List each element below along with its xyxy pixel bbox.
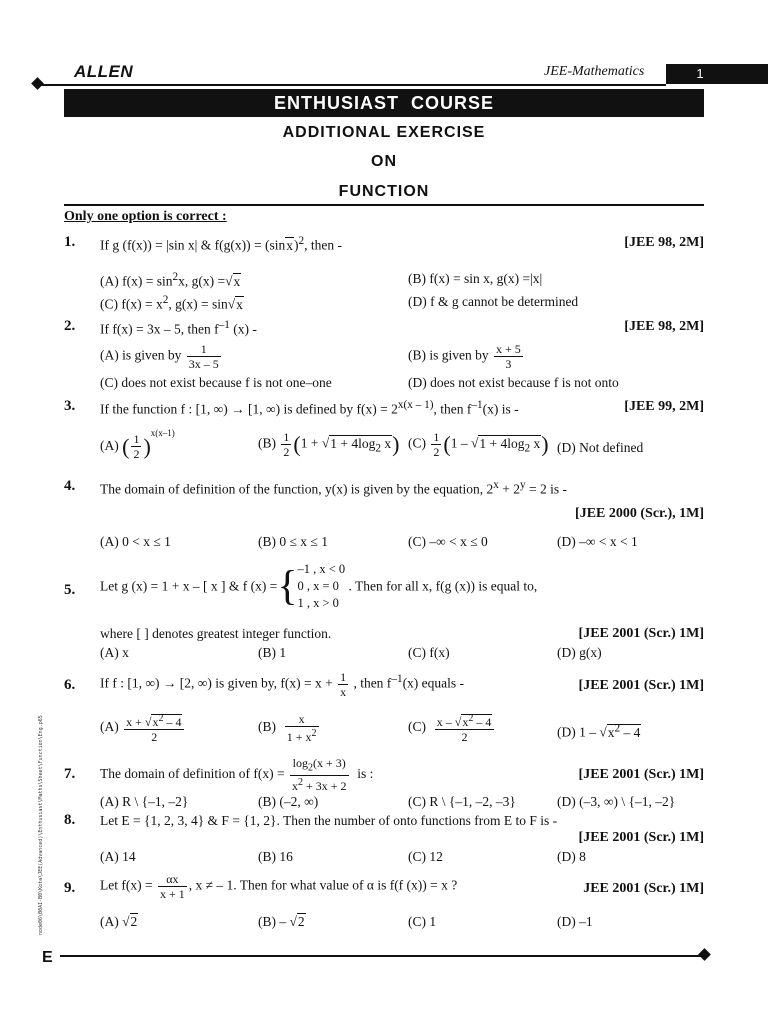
exam-reference: [JEE 2001 (Scr.) 1M]	[578, 626, 704, 641]
option-d: (D) g(x)	[557, 645, 602, 660]
exam-reference: JEE 2001 (Scr.) 1M]	[583, 881, 704, 896]
option-d: (D) –1	[557, 914, 593, 929]
header-diamond-icon	[31, 77, 44, 90]
question-text: The domain of definition of the function, y(x) is given by the equation, $2^x + 2^y = 2$ is -	[100, 479, 568, 497]
exam-reference: [JEE 98, 2M]	[624, 235, 704, 250]
option-c: (C) $f(x) = x^2$, g(x) = sin√x	[100, 294, 243, 312]
option-b: (B) (–2, ∞)	[258, 794, 319, 809]
title-rule	[64, 204, 704, 206]
option-b: (B) 1	[258, 645, 287, 660]
question-text: Let E = {1, 2, 3, 4} & F = {1, 2}. Then the number of onto functions from E to F is -	[100, 813, 558, 828]
exam-reference: [JEE 2000 (Scr.), 1M]	[575, 506, 704, 521]
option-b: (B) $\frac{1}{2}$ ($1 + √1 + 4\log_2$ x)	[258, 430, 400, 459]
question-number: 5.	[64, 582, 76, 598]
question-number: 8.	[64, 812, 76, 828]
course-banner: ENTHUSIAST COURSE	[64, 89, 704, 117]
question-text: If g (f(x)) = |sin x| & $f(g(x)) = (\sin x)^2$, then -	[100, 235, 342, 253]
page-number: 1	[696, 66, 704, 81]
option-d: (D) f & g cannot be determined	[408, 294, 579, 309]
footer-diamond-icon	[698, 948, 711, 961]
exam-reference: [JEE 99, 2M]	[624, 399, 704, 414]
question-text: The domain of definition of f(x) = $\frac{\log_2(x + 3)}{x^2 + 3x + 2}$ is :	[100, 756, 374, 794]
question-number: 2.	[64, 318, 76, 334]
question-text: If the function f : [1, ∞) → [1, ∞) is defined by $f(x) = 2^{x(x - 1)}$, then $f^{-1}(x)$ is -	[100, 399, 519, 417]
question-text: Let f(x) = $\frac{\alpha x}{x + 1}$ , x ≠ – 1. Then for what value of α is f(f (x)) = x ?	[100, 872, 458, 901]
option-b: (B) 0 ≤ x ≤ 1	[258, 534, 328, 549]
exam-reference: [JEE 98, 2M]	[624, 319, 704, 334]
option-d: (D) –∞ < x < 1	[557, 534, 638, 549]
option-c: (C) $\frac{1}{2}$ ($1 - √1 + 4\log_2$ x)	[408, 430, 549, 459]
title-line-3: FUNCTION	[338, 183, 430, 200]
question-text: Let g (x) = 1 + x – [ x ] & f (x) ={–1 , x < 0 0 , x = 0 1 , x > 0 . Then for all x, f(g (x)) is equal to,	[100, 562, 538, 610]
option-b: (B) – √2	[258, 914, 305, 929]
exam-reference: [JEE 2001 (Scr.) 1M]	[578, 830, 704, 845]
footer-rule	[60, 955, 705, 957]
instruction: Only one option is correct :	[64, 209, 227, 224]
option-d: (D) 8	[557, 849, 586, 864]
option-d: (D) (–3, ∞) \ {–1, –2}	[557, 794, 676, 809]
question-note: where [ ] denotes greatest integer function.	[100, 626, 332, 641]
option-d: (D) Not defined	[557, 440, 644, 455]
option-a: (A) R \ {–1, –2}	[100, 794, 189, 809]
question-number: 7.	[64, 766, 76, 782]
option-c: (C) does not exist because f is not one–one	[100, 375, 332, 390]
option-d: (D) does not exist because f is not onto	[408, 375, 619, 390]
option-a: (A) 0 < x ≤ 1	[100, 534, 171, 549]
page-number-box	[666, 64, 768, 84]
side-file-path: node06\B0AI-B0\Kota\JEE(Advanced)\Enthusiast\Maths\Sheet\Function\Eng.p65	[38, 715, 44, 935]
option-b: (B) 16	[258, 849, 293, 864]
option-a: (A) √2	[100, 914, 138, 929]
subject-title: JEE-Mathematics	[544, 64, 645, 79]
question-number: 9.	[64, 880, 76, 896]
option-b: (B) is given by $\frac{x + 5}{3}$	[408, 342, 521, 371]
option-a: (A) $\frac{x + √x^2 - 4}{2}$	[100, 712, 186, 744]
option-a: (A) ( $\frac{1}{2}$ )$^{x(x-1)}$	[100, 428, 175, 462]
exam-reference: [JEE 2001 (Scr.) 1M]	[578, 678, 704, 693]
exam-reference: [JEE 2001 (Scr.) 1M]	[578, 767, 704, 782]
option-b: (B) f(x) = sin x, g(x) =|x|	[408, 271, 543, 286]
brand-logo: ALLEN	[74, 62, 134, 81]
footer-letter: E	[42, 949, 53, 966]
question-number: 3.	[64, 398, 76, 414]
option-a: (A) is given by $\frac{1}{3x - 5}$	[100, 342, 219, 371]
question-number: 4.	[64, 478, 76, 494]
title-line-1: ADDITIONAL EXERCISE	[282, 124, 486, 141]
option-c: (C) 12	[408, 849, 443, 864]
option-a: (A) x	[100, 645, 129, 660]
option-c: (C) 1	[408, 914, 437, 929]
question-text: If f(x) = 3x – 5, then $f^{-1}$ (x) -	[100, 319, 257, 337]
option-c: (C) R \ {–1, –2, –3}	[408, 794, 516, 809]
option-c: (C) f(x)	[408, 645, 450, 660]
option-a: (A) $f(x) = \sin^2x$, g(x) =√x	[100, 271, 241, 289]
question-number: 6.	[64, 677, 76, 693]
option-b: (B) $\frac{x}{1 + x^2}$	[258, 712, 317, 744]
question-number: 1.	[64, 234, 76, 250]
option-a: (A) 14	[100, 849, 136, 864]
question-text: If f : [1, ∞) → [2, ∞) is given by, f(x) = x + $\frac{1}{x}$ , then $f^{-1}(x)$ equals -	[100, 670, 465, 699]
header-rule	[38, 84, 666, 86]
option-d: (D) $1 - √x^2 - 4$	[557, 722, 641, 740]
title-line-2: ON	[371, 153, 397, 170]
option-c: (C) –∞ < x ≤ 0	[408, 534, 488, 549]
option-c: (C) $\frac{x - √x^2 - 4}{2}$	[408, 712, 496, 744]
